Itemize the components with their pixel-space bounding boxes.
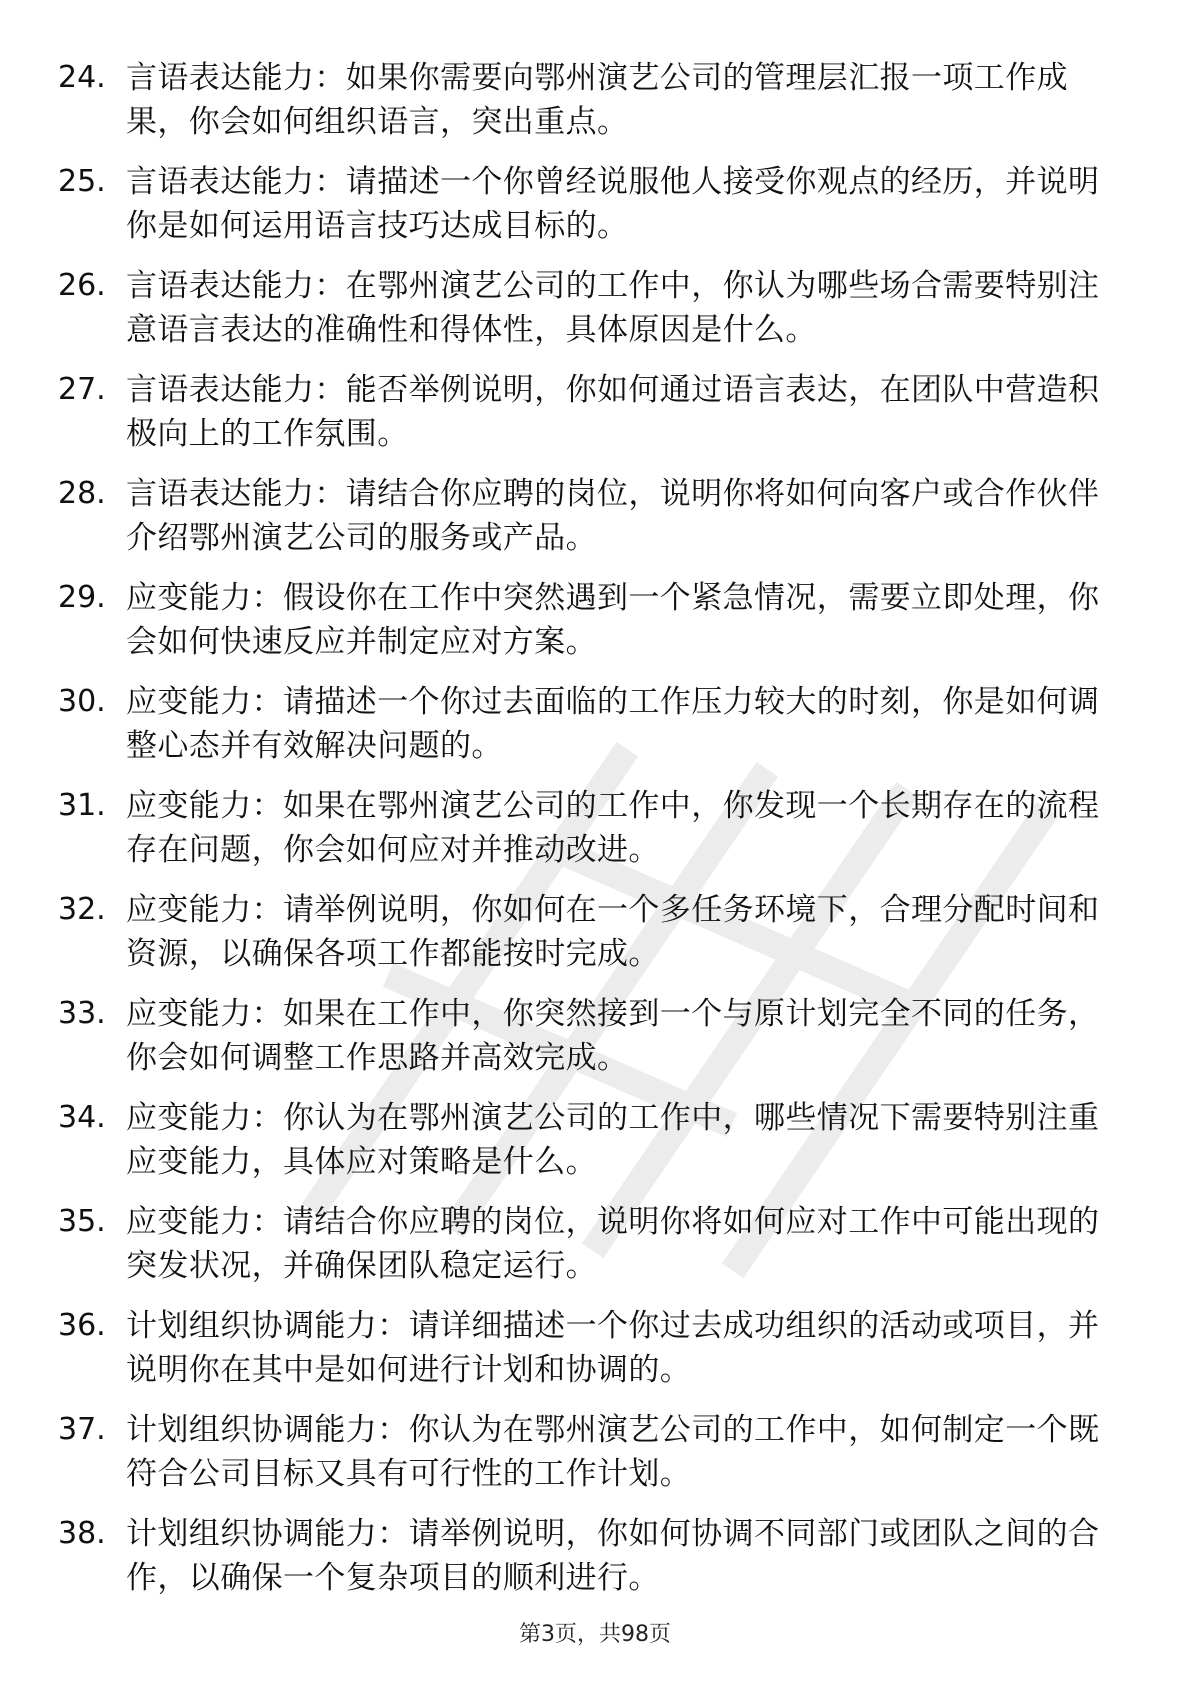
question-text: 计划组织协调能力：请举例说明，你如何协调不同部门或团队之间的合作，以确保一个复杂项目的顺利进行。 [126, 1516, 1100, 1596]
question-number: 31. [58, 788, 106, 823]
question-number: 36. [58, 1308, 106, 1343]
question-text: 应变能力：请举例说明，你如何在一个多任务环境下，合理分配时间和资源，以确保各项工作都能按时完成。 [126, 892, 1100, 972]
question-number: 29. [58, 580, 106, 615]
question-number: 30. [58, 684, 106, 719]
question-item [0, 48, 1190, 152]
question-item [0, 568, 1190, 672]
question-list [0, 48, 1190, 1608]
question-item [0, 776, 1190, 880]
question-text: 言语表达能力：能否举例说明，你如何通过语言表达，在团队中营造积极向上的工作氛围。 [126, 372, 1100, 452]
question-item [0, 984, 1190, 1088]
question-text: 应变能力：你认为在鄂州演艺公司的工作中，哪些情况下需要特别注重应变能力，具体应对策略是什么。 [126, 1100, 1100, 1180]
question-item [0, 464, 1190, 568]
question-number: 26. [58, 268, 106, 303]
page-indicator: 第3页，共98页 [519, 1622, 671, 1647]
question-item [0, 1192, 1190, 1296]
question-item [0, 360, 1190, 464]
question-number: 27. [58, 372, 106, 407]
question-text: 言语表达能力：请结合你应聘的岗位，说明你将如何向客户或合作伙伴介绍鄂州演艺公司的服务或产品。 [126, 476, 1100, 556]
question-number: 33. [58, 996, 106, 1031]
question-text: 应变能力：如果在工作中，你突然接到一个与原计划完全不同的任务，你会如何调整工作思路并高效完成。 [126, 996, 1100, 1076]
question-text: 言语表达能力：如果你需要向鄂州演艺公司的管理层汇报一项工作成果，你会如何组织语言，突出重点。 [126, 60, 1068, 140]
question-number: 25. [58, 164, 106, 199]
question-item [0, 1296, 1190, 1400]
question-number: 34. [58, 1100, 106, 1135]
question-item [0, 1504, 1190, 1608]
question-item [0, 1400, 1190, 1504]
question-text: 计划组织协调能力：你认为在鄂州演艺公司的工作中，如何制定一个既符合公司目标又具有可行性的工作计划。 [126, 1412, 1100, 1492]
question-item [0, 1088, 1190, 1192]
question-item [0, 152, 1190, 256]
question-text: 言语表达能力：请描述一个你曾经说服他人接受你观点的经历，并说明你是如何运用语言技巧达成目标的。 [126, 164, 1100, 244]
question-text: 应变能力：如果在鄂州演艺公司的工作中，你发现一个长期存在的流程存在问题，你会如何应对并推动改进。 [126, 788, 1100, 868]
question-number: 28. [58, 476, 106, 511]
question-text: 应变能力：请描述一个你过去面临的工作压力较大的时刻，你是如何调整心态并有效解决问题的。 [126, 684, 1100, 764]
question-number: 37. [58, 1412, 106, 1447]
question-number: 35. [58, 1204, 106, 1239]
question-number: 32. [58, 892, 106, 927]
question-number: 24. [58, 60, 106, 95]
question-text: 应变能力：请结合你应聘的岗位，说明你将如何应对工作中可能出现的突发状况，并确保团队稳定运行。 [126, 1204, 1100, 1284]
question-item [0, 672, 1190, 776]
question-number: 38. [58, 1516, 106, 1551]
question-item [0, 880, 1190, 984]
question-text: 计划组织协调能力：请详细描述一个你过去成功组织的活动或项目，并说明你在其中是如何进行计划和协调的。 [126, 1308, 1100, 1388]
question-text: 言语表达能力：在鄂州演艺公司的工作中，你认为哪些场合需要特别注意语言表达的准确性和得体性，具体原因是什么。 [126, 268, 1100, 348]
question-item [0, 256, 1190, 360]
question-text: 应变能力：假设你在工作中突然遇到一个紧急情况，需要立即处理，你会如何快速反应并制定应对方案。 [126, 580, 1100, 660]
